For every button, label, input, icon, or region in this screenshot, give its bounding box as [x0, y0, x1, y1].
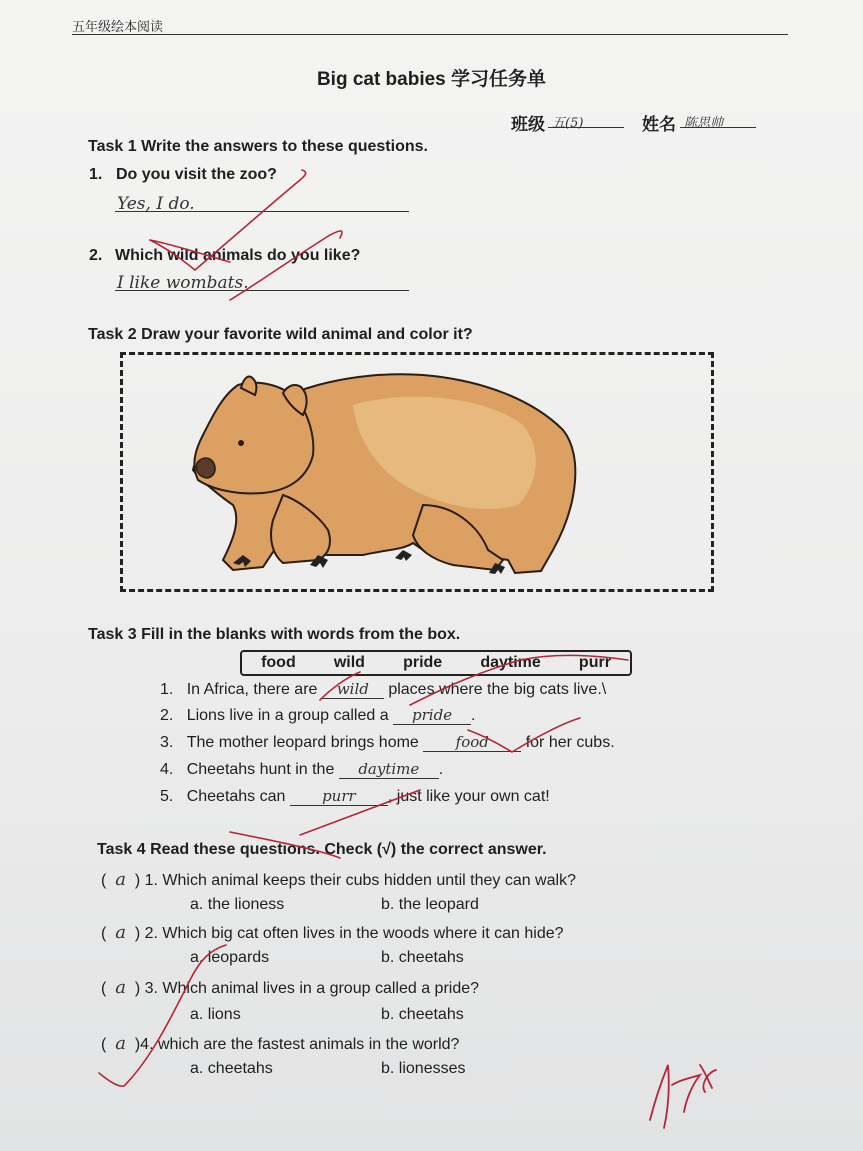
task1-q2-answer: I like wombats.: [117, 273, 249, 293]
word-box: [240, 650, 632, 676]
name-value: 陈思帅: [684, 116, 724, 131]
task3-item-after: .: [438, 761, 444, 778]
page-title: Big cat babies 学习任务单: [316, 69, 547, 90]
task3-heading: Task 3 Fill in the blanks with words from the box.: [88, 626, 461, 643]
grade-signature: [650, 1065, 716, 1128]
word-box-word: purr: [578, 654, 611, 671]
task4-question: ( a ) 3. Which animal lives in a group called a pride?: [101, 977, 480, 998]
task3-item-after: places where the big cats live.\: [383, 681, 607, 698]
task4-option-b: b. the leopard: [381, 896, 479, 913]
task3-item-number: 2.: [160, 707, 174, 724]
task3-item-answer: pride: [393, 706, 471, 725]
task4-option-b: b. cheetahs: [381, 1006, 464, 1023]
task1-q2-number: 2.: [89, 247, 103, 264]
task3-item-before: Lions live in a group called a: [186, 707, 394, 724]
task4-answer: a: [115, 869, 126, 890]
task3-item: [160, 733, 615, 752]
task3-item-answer: wild: [322, 680, 384, 699]
task1-q2-text: Which wild animals do you like?: [115, 247, 361, 264]
task4-question: ( a )4. which are the fastest animals in the world?: [101, 1033, 460, 1054]
task4-question-text: )4. which are the fastest animals in the world?: [134, 1036, 460, 1053]
task4-option-a: a. lions: [190, 1006, 241, 1023]
task4-answer: a: [115, 1033, 126, 1054]
task4-question: ( a ) 2. Which big cat often lives in the woods where it can hide?: [101, 922, 564, 943]
task3-item-number: 1.: [160, 681, 174, 698]
name-label: 姓名: [642, 115, 676, 134]
task3-item: [160, 787, 550, 806]
wombat-eye: [238, 440, 244, 446]
task4-option-a: a. leopards: [190, 949, 270, 966]
task3-item-before: Cheetahs can: [186, 788, 290, 805]
page-header: 五年级绘本阅读: [72, 19, 164, 34]
task3-item-answer: daytime: [339, 760, 439, 779]
task3-item-number: 4.: [160, 761, 174, 778]
word-box-word: pride: [403, 654, 443, 671]
task4-answer: a: [115, 977, 126, 998]
task4-question-text: ) 1. Which animal keeps their cubs hidden until they can walk?: [134, 872, 576, 889]
word-box-word: food: [261, 654, 296, 671]
class-value: 五(5): [552, 116, 584, 131]
task3-item-answer: food: [423, 733, 521, 752]
word-box-word: daytime: [480, 654, 541, 671]
task3-item: [160, 760, 443, 779]
wombat-nose: [196, 458, 215, 478]
task1-q1-number: 1.: [89, 166, 103, 183]
task3-item-before: Cheetahs hunt in the: [186, 761, 339, 778]
task3-item: [160, 706, 476, 725]
task4-question-text: ) 3. Which animal lives in a group called a pride?: [134, 980, 480, 997]
task1-q1-text: Do you visit the zoo?: [116, 166, 277, 183]
task1-q1-answer: Yes, I do.: [117, 194, 195, 214]
task3-item-before: The mother leopard brings home: [186, 734, 424, 751]
task1-heading: Task 1 Write the answers to these questions.: [88, 138, 428, 155]
task3-item-after: for her cubs.: [521, 734, 615, 751]
task3-item-before: In Africa, there are: [186, 681, 322, 698]
task4-option-a: a. the lioness: [190, 896, 285, 913]
word-box-word: wild: [333, 654, 365, 671]
task1-q1-answer-line: [115, 211, 409, 212]
task3-item: [160, 680, 606, 699]
name-underline: [680, 127, 756, 128]
task3-item-after: .: [471, 707, 476, 724]
task4-heading: Task 4 Read these questions. Check (√) the correct answer.: [97, 841, 547, 858]
task3-item-number: 3.: [160, 734, 174, 751]
task4-answer: a: [115, 922, 126, 943]
header-rule: [72, 34, 788, 35]
task3-item-answer: purr: [290, 787, 388, 806]
class-label: 班级: [511, 115, 545, 134]
task4-question: ( a ) 1. Which animal keeps their cubs hidden until they can walk?: [101, 869, 576, 890]
task2-heading: Task 2 Draw your favorite wild animal and color it?: [88, 326, 473, 343]
wombat-drawing: [123, 355, 711, 589]
task1-q2-answer-line: [115, 290, 409, 291]
task4-option-b: b. lionesses: [381, 1060, 466, 1077]
task4-option-a: a. cheetahs: [190, 1060, 273, 1077]
drawing-box: [120, 352, 714, 592]
class-underline: [548, 127, 624, 128]
task4-question-text: ) 2. Which big cat often lives in the woods where it can hide?: [134, 925, 564, 942]
task3-item-after: , just like your own cat!: [387, 788, 550, 805]
task4-option-b: b. cheetahs: [381, 949, 464, 966]
task3-item-number: 5.: [160, 788, 174, 805]
